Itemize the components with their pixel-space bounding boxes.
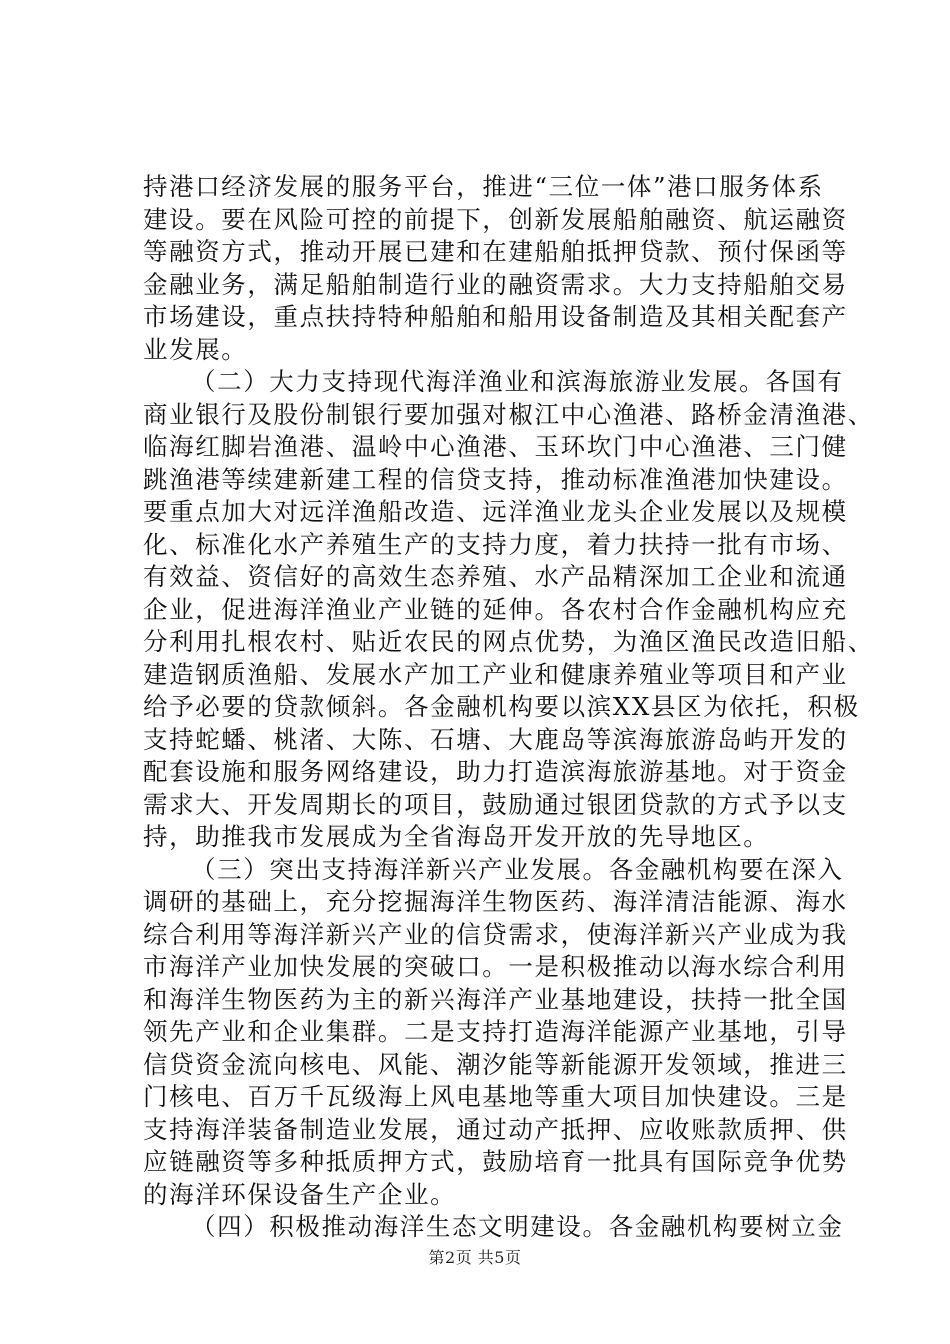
text-line: 综合利用等海洋新兴产业的信贷需求，使海洋新兴产业成为我 <box>143 919 848 949</box>
section-heading-line: （三）突出支持海洋新兴产业发展。各金融机构要在深入 <box>191 854 844 884</box>
text-line: 化、标准化水产养殖生产的支持力度，着力扶持一批有市场、 <box>143 529 848 559</box>
text-line: 建设。要在风险可控的前提下，创新发展船舶融资、航运融资 <box>143 204 848 234</box>
section-heading-line: （二）大力支持现代海洋渔业和滨海旅游业发展。各国有 <box>191 367 844 396</box>
text-line: 临海红脚岩渔港、温岭中心渔港、玉环坎门中心渔港、三门健 <box>143 432 848 461</box>
text-line: 企业，促进海洋渔业产业链的延伸。各农村合作金融机构应充 <box>143 594 848 624</box>
text-line: 要重点加大对远洋渔船改造、远洋渔业龙头企业发展以及规模 <box>143 497 848 526</box>
text-line: 业发展。 <box>143 334 248 364</box>
section-heading-line: （四）积极推动海洋生态文明建设。各金融机构要树立金 <box>191 1212 844 1241</box>
text-line: 配套设施和服务网络建设，助力打造滨海旅游基地。对于资金 <box>143 757 848 786</box>
text-line: 分利用扎根农村、贴近农民的网点优势，为渔区渔民改造旧船、 <box>143 627 874 656</box>
text-line: 的海洋环保设备生产企业。 <box>143 1179 457 1209</box>
text-line: 市海洋产业加快发展的突破口。一是积极推动以海水综合利用 <box>143 952 848 981</box>
text-line: 给予必要的贷款倾斜。各金融机构要以滨XX县区为依托，积极 <box>143 692 860 721</box>
text-line: 跳渔港等续建新建工程的信贷支持，推动标准渔港加快建设。 <box>143 464 848 494</box>
text-line: 支持蛇蟠、桃渚、大陈、石塘、大鹿岛等滨海旅游岛屿开发的 <box>143 724 848 754</box>
text-line: 等融资方式，推动开展已建和在建船舶抵押贷款、预付保函等 <box>143 237 848 266</box>
text-line: 市场建设，重点扶持特种船舶和船用设备制造及其相关配套产 <box>143 302 848 331</box>
text-line: 支持海洋装备制造业发展，通过动产抵押、应收账款质押、供 <box>143 1114 848 1144</box>
text-line: 持港口经济发展的服务平台，推进“三位一体”港口服务体系 <box>143 172 824 201</box>
text-line: 金融业务，满足船舶制造行业的融资需求。大力支持船舶交易 <box>143 269 848 299</box>
text-line: 商业银行及股份制银行要加强对椒江中心渔港、路桥金清渔港、 <box>143 399 874 429</box>
text-line: 应链融资等多种抵质押方式，鼓励培育一批具有国际竞争优势 <box>143 1147 848 1176</box>
text-line: 建造钢质渔船、发展水产加工产业和健康养殖业等项目和产业 <box>143 659 848 689</box>
text-line: 领先产业和企业集群。二是支持打造海洋能源产业基地，引导 <box>143 1017 848 1046</box>
page-number-label: 第2页 共5页 <box>428 1248 522 1267</box>
text-line: 有效益、资信好的高效生态养殖、水产品精深加工企业和流通 <box>143 562 848 591</box>
text-line: 信贷资金流向核电、风能、潮汐能等新能源开发领域，推进三 <box>143 1049 848 1079</box>
text-line: 持，助推我市发展成为全省海岛开发开放的先导地区。 <box>143 822 770 851</box>
text-line: 调研的基础上，充分挖掘海洋生物医药、海洋清洁能源、海水 <box>143 887 848 916</box>
page-footer <box>0 1248 950 1268</box>
text-line: 门核电、百万千瓦级海上风电基地等重大项目加快建设。三是 <box>143 1082 848 1111</box>
text-line: 和海洋生物医药为主的新兴海洋产业基地建设，扶持一批全国 <box>143 984 848 1014</box>
body-text <box>143 171 874 1244</box>
text-line: 需求大、开发周期长的项目，鼓励通过银团贷款的方式予以支 <box>143 789 848 819</box>
